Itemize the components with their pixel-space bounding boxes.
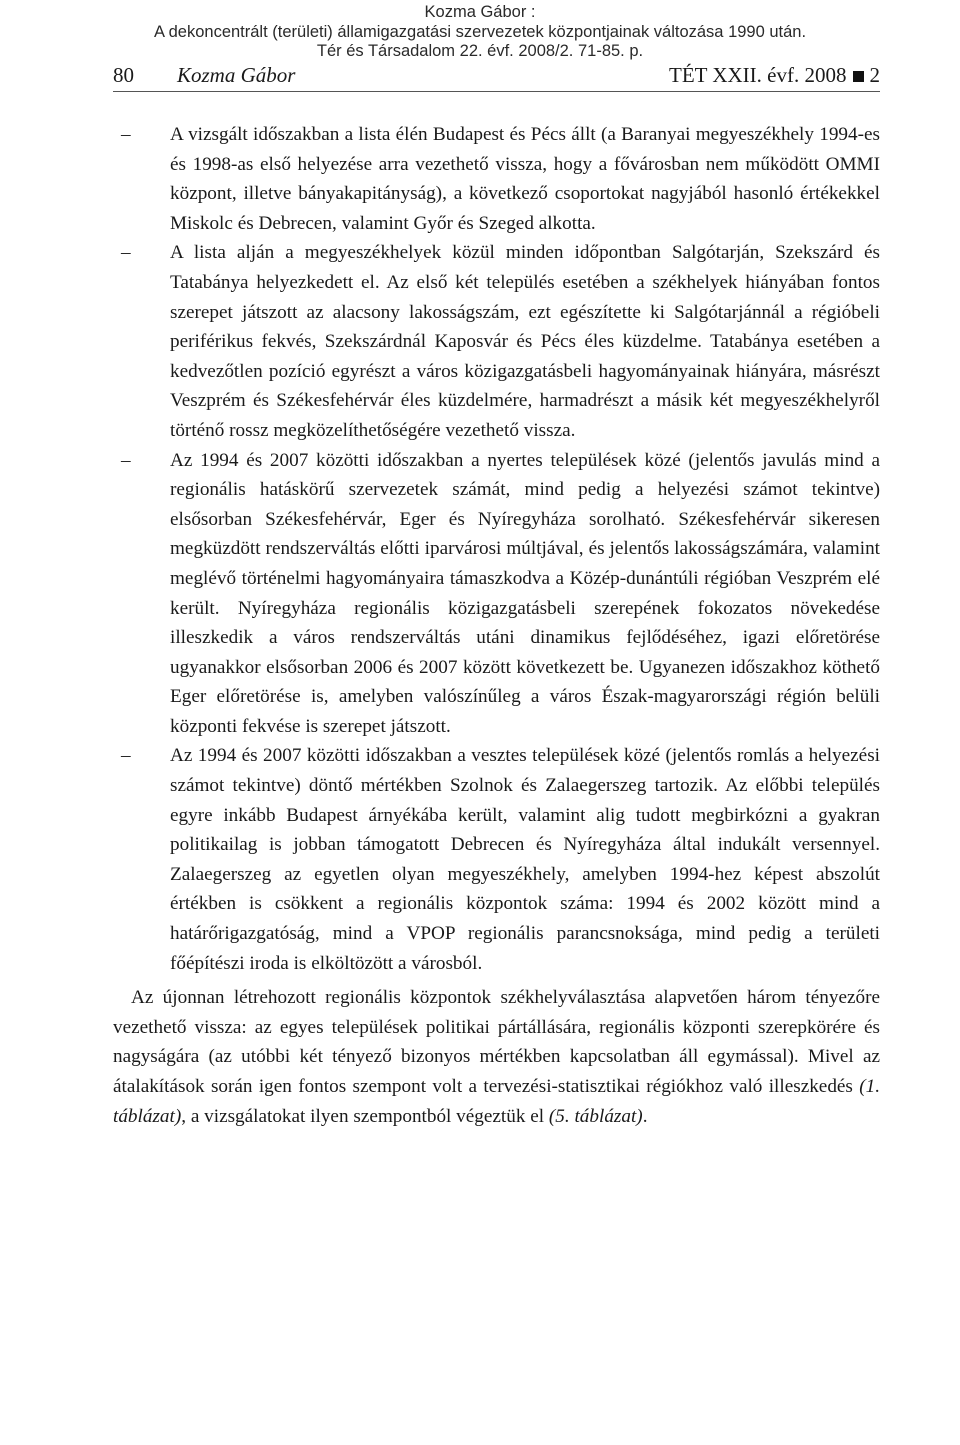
list-item: [113, 238, 880, 445]
running-header: [113, 61, 880, 92]
article-body: [113, 120, 880, 1131]
list-item: [113, 741, 880, 978]
list-item: [113, 446, 880, 742]
list-item-text: Az 1994 és 2007 közötti időszakban a vesztes települések közé (jelentős romlás a helyezési számot tekintve) döntő mértékben Szolnok és Zalaegerszeg tartozik. Az előbbi település egyre inkább Budapest árnyékába került, valamint alig tudott megbirkózni a gyakran politikailag is jobban támogatott Debrecen és Nyíregyháza által indukált versennyel. Zalaegerszeg az egyetlen olyan megyeszékhely, amelyben 1994-hez képest abszolút értékben is csökkent a regionális központok száma: 1994 és 2002 között mind a határőrigazgatóság, mind a VPOP regionális parancsnoksága, mind pedig a területi főépítészi iroda is elköltözött a városból.: [170, 745, 880, 974]
paragraph-text: Az újonnan létrehozott regionális központok székhelyválasztása alapvetően három tényezőre vezethető vissza: az egyes települések politikai pártállására, regionális központi szerepkörére és nagyságára (az utóbbi két tényező bizonyos mértékben kapcsolatban áll egymással). Mivel az átalakítások során igen fontos szempont volt a tervezési-statisztikai régiókhoz való illeszkedés: [113, 987, 880, 1097]
issue-number: 2: [869, 63, 880, 87]
dash-bullet: –: [121, 745, 131, 767]
table-reference-1: (1. táblázat): [113, 1076, 881, 1127]
citation-header: [0, 3, 960, 62]
citation-title: A dekoncentrált (területi) államigazgatási szervezetek központjainak változása 1990 után.: [153, 22, 807, 41]
paragraph-text: , a vizsgálatokat ilyen szempontból végeztük el: [181, 1105, 545, 1127]
list-item-text: A vizsgált időszakban a lista élén Budapest és Pécs állt (a Baranyai megyeszékhely 1994-es és 1998-as első helyezése arra vezethető vissza, hogy a fővárosban nem működött OMMI központ, illetve bányakapitányság), a következő csoportokat nagyjából hasonló értékekkel Miskolc és Debrecen, valamint Győr és Szeged alkotta.: [170, 124, 880, 234]
dash-bullet: –: [121, 449, 131, 471]
citation-author: Kozma Gábor :: [424, 3, 536, 21]
list-item-text: A lista alján a megyeszékhelyek közül minden időpontban Salgótarján, Szekszárd és Tatabánya helyezkedett el. Az első két település esetében a székhelyek hiányában fontos szerepet játszott az alacsony lakosságszám, ezt egészítette ki Salgótarjánnál a régióbeli periférikus fekvés, Szekszárdnál Kaposvár és Pécs éles küzdelme. Tatabánya esetében a kedvezőtlen pozíció egyrészt a város közigazgatásbeli hagyományainak hiányára, másrészt Veszprém és Székesfehérvár éles küzdelmére, harmadrészt a másik két megyeszékhelyről történő rossz megközelíthetőségére vezethető vissza.: [170, 242, 880, 441]
dash-bullet: –: [121, 242, 131, 264]
header-author: Kozma Gábor: [177, 63, 296, 87]
closing-paragraph: [113, 983, 880, 1131]
list-item-text: Az 1994 és 2007 közötti időszakban a nyertes települések közé (jelentős javulás mind a regionális hatáskörű szervezetek számát, mind pedig a helyezési számot tekintve) elsősorban Székesfehérvár, Eger és Nyíregyháza sorolható. Székesfehérvár sikeresen megküzdött rendszerváltás előtti iparvárosi múltjával, és jelentős lakosságszámára, valamint meglévő történelmi hagyományaira támaszkodva a Közép-dunántúli régióban Veszprém elé került. Nyíregyháza regionális közigazgatásbeli szerepének fokozatos növekedése illeszkedik a város rendszerváltás utáni dinamikus fejlődéséhez, igazi előretörése ugyanakkor elsősorban 2006 és 2007 között következett be. Ugyanezen időszakhoz köthető Eger előretörése is, amelyben valószínűleg a város Észak-magyarországi régión belüli központi fekvése is szerepet játszott.: [170, 449, 880, 737]
header-journal: [669, 63, 880, 88]
paragraph-text: .: [642, 1105, 648, 1127]
table-reference-5: (5. táblázat): [548, 1105, 643, 1127]
page-number: 80: [113, 63, 134, 87]
journal-name: TÉT XXII. évf. 2008: [669, 63, 847, 87]
square-bullet-icon: [853, 71, 864, 82]
list-item: [113, 120, 880, 238]
citation-source: Tér és Társadalom 22. évf. 2008/2. 71-85. p.: [316, 42, 644, 60]
dash-bullet: –: [121, 124, 131, 145]
